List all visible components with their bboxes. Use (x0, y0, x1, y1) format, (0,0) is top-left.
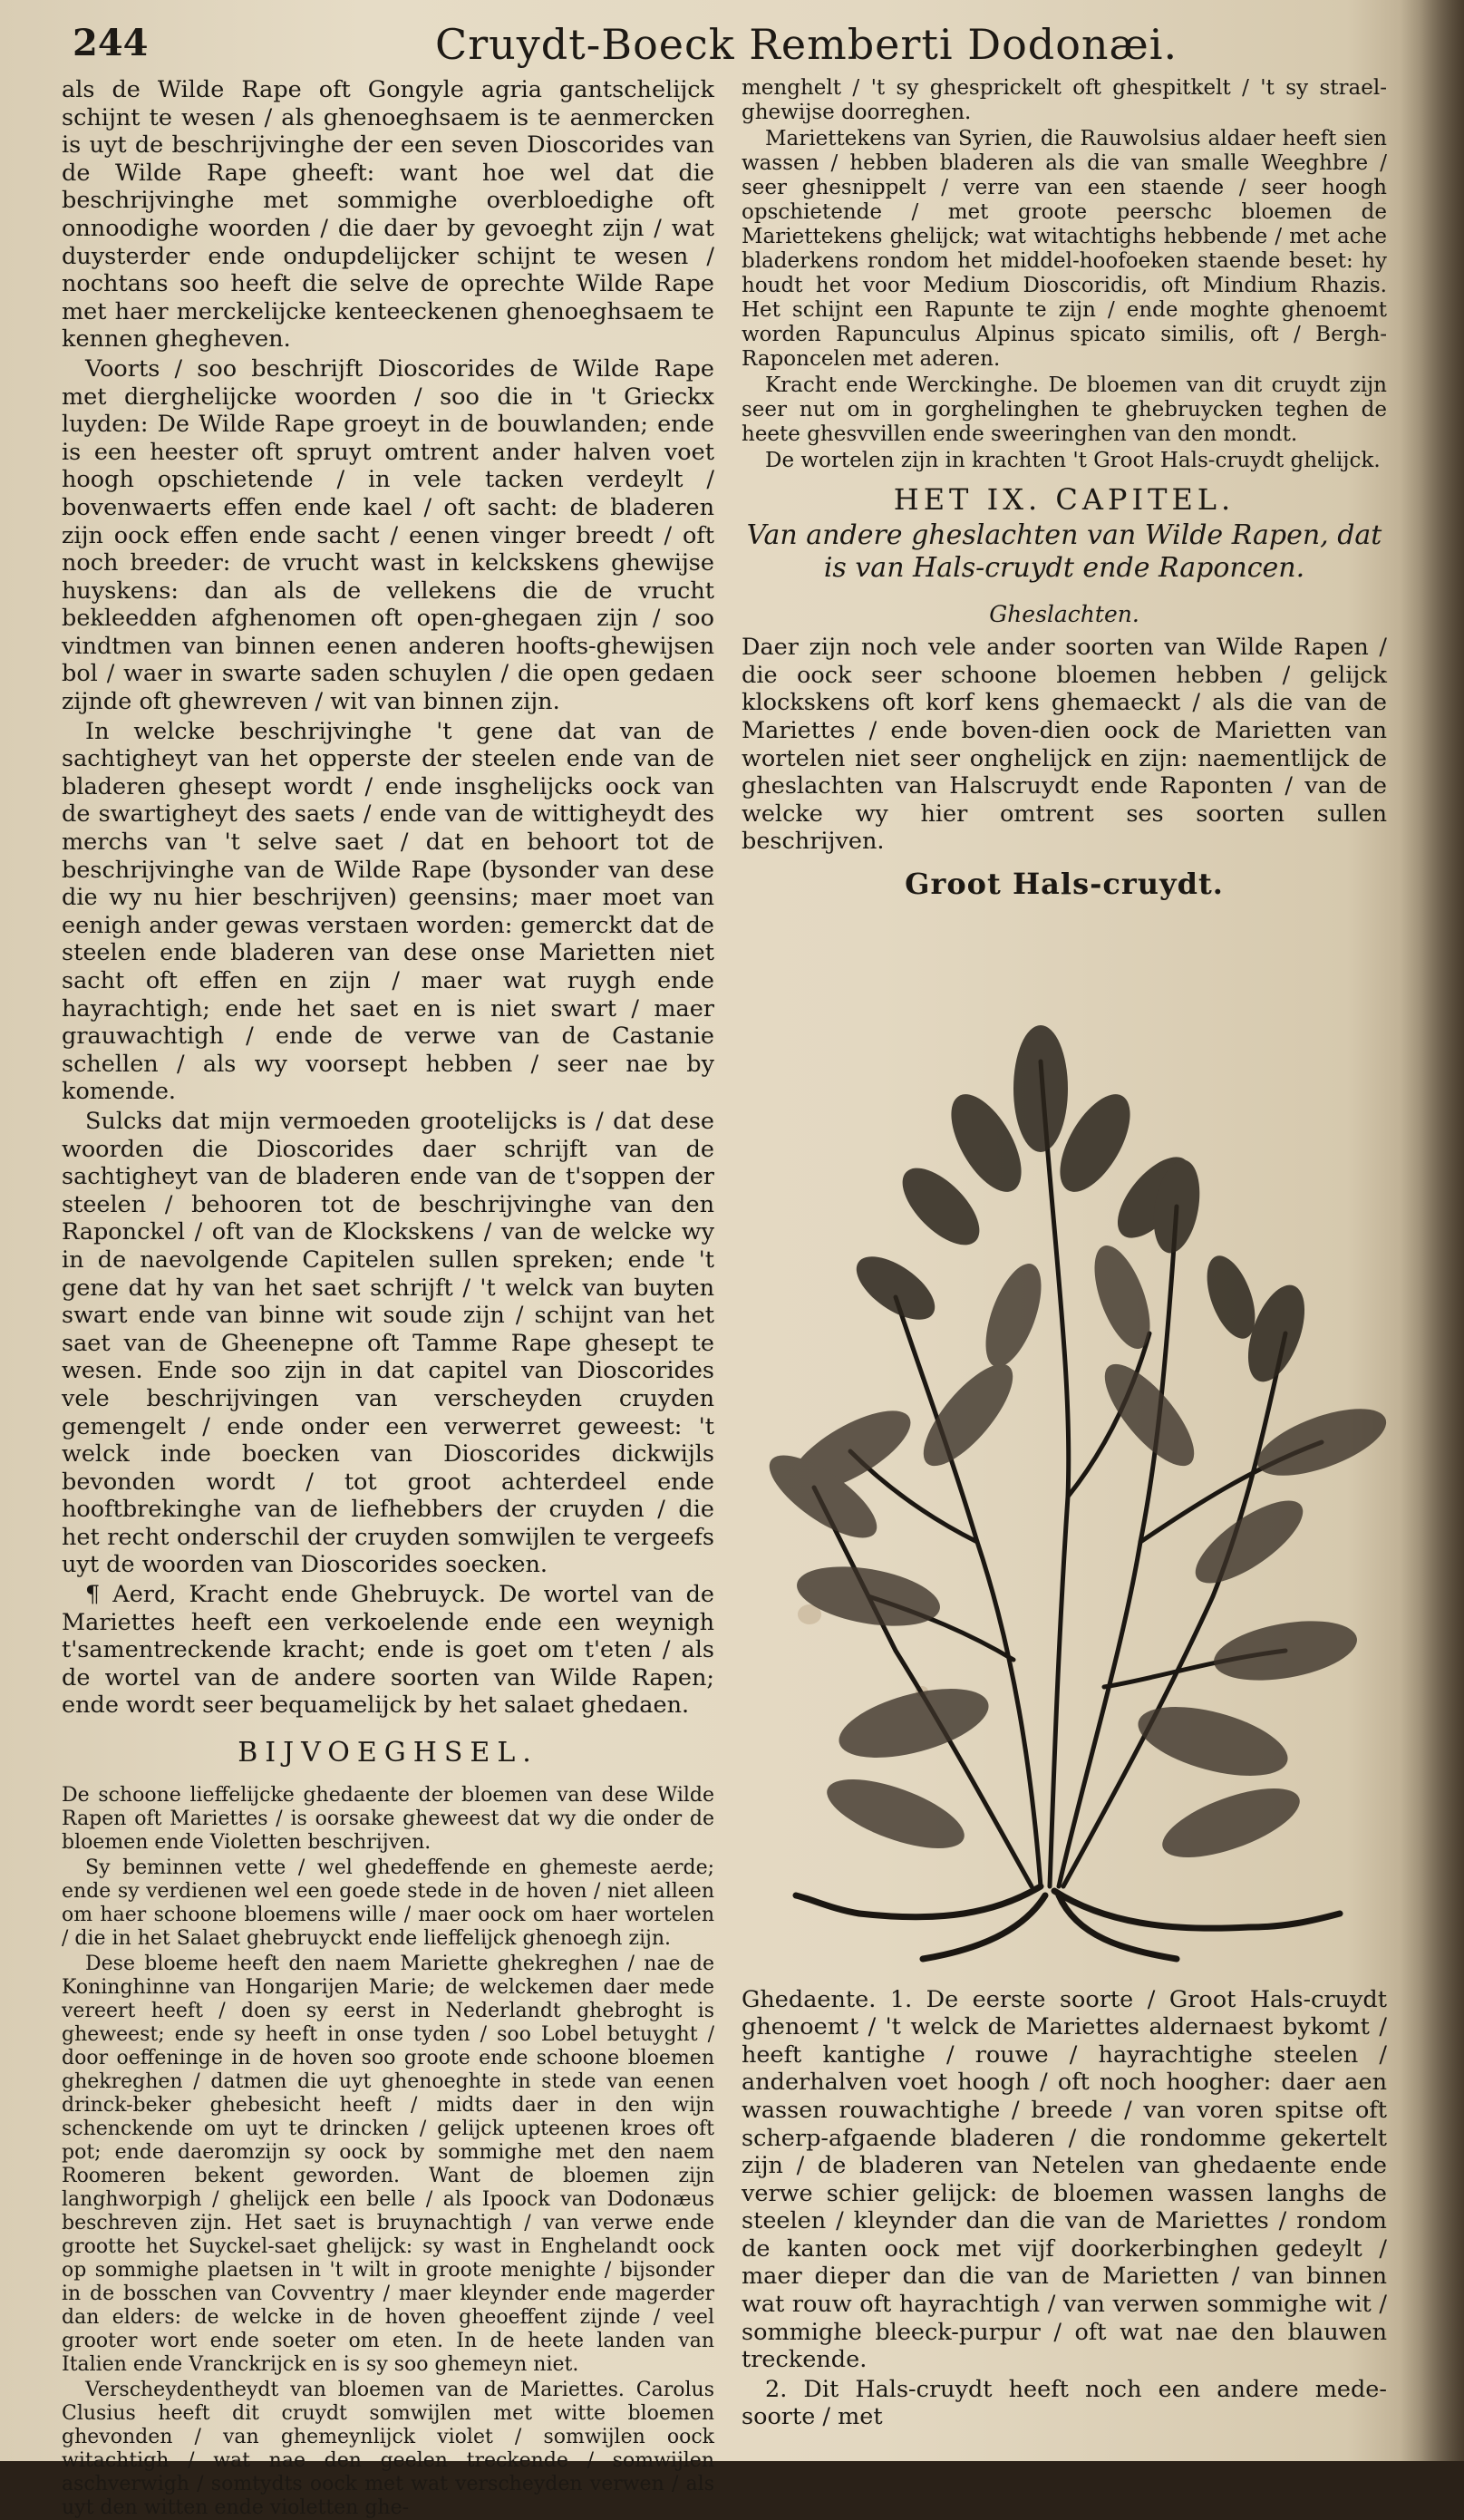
paragraph: Kracht ende Werckinghe. De bloemen van dit cruydt zijn seer nut om in gorghelinghen te ghebruycken teghen de heete ghesvvillen ende sweeringhen van den mondt. (742, 373, 1387, 446)
paragraph: menghelt / 't sy ghesprickelt oft ghespitkelt / 't sy strael-ghewijse doorreghen. (742, 76, 1387, 124)
paragraph: Dese bloeme heeft den naem Mariette ghekreghen / nae de Koninghinne van Hongarijen Marie; de welckemen daer mede vereert heeft / doen sy eerst in Nederlandt ghebroght is gheweest; ende sy heeft in onse tyden / soo Lobel betuyght / door oeffeninge in de hoven soo groote ende schoone bloemen ghekreghen / datmen die uyt ghenoeghte in stede van eenen drinck-beker ghebesicht heeft / midts daer in den wijn schenckende om uyt te drincken / gelijck upteenen kroes oft pot; ende daeromzijn sy oock by sommighe met den naem Roomeren bekent geworden. Want de bloemen zijn langhworpigh / ghelijck een belle / als Ipoock van Dodonæus beschreven zijn. Het saet is bruynachtigh / van verwe ende grootte het Suyckel-saet ghelijck: sy wast in Enghelandt oock op sommighe plaetsen in 't wilt in groote menighte / bijsonder in de bosschen van Covventry / maer kleynder ende magerder dan elders: de welcke in de hoven gheoeffent zijnde / veel grooter wort ende soeter om eten. In de heete landen van Italien ende Vranckrijck en is sy soo ghemeyn niet. (62, 1952, 714, 2376)
right-column (742, 76, 1387, 2433)
paragraph: als de Wilde Rape oft Gongyle agria gantschelijck schijnt te wesen / als ghenoeghsaem is te aenmercken is uyt de beschrijvinghe der een seven Dioscorides van de Wilde Rape gheeft: want hoe wel dat die beschrijvinghe met sommighe overbloedighe oft onnoodighe woorden / die daer by gevoeght zijn / wat duysterder ende ondupdelijcker schijnt te wesen / nochtans soo heeft die selve de oprechte Wilde Rape met haer merckelijcke kenteeckenen ghenoeghsaem te kennen ghegheven. (62, 76, 714, 354)
paragraph: In welcke beschrijvinghe 't gene dat van de sachtigheyt van het opperste der steelen ende van de bladeren ghesept wordt / ende insghelijcks oock van de swartigheyt des saets / ende van de wittigheydt des merchs van 't selve saet / dat en behoort tot de beschrijvinghe van de Wilde Rape (bysonder van dese die wy nu hier beschrijven) geensins; maer moet van eenigh ander gewas verstaen worden: gemerckt dat de steelen ende bladeren van dese onse Marietten niet sacht oft effen en zijn / maer wat ruygh ende hayrachtigh; ende het saet en is niet swart / maer grauwachtigh / ende de verwe van de Castanie schellen / als wy voorsept hebben / seer nae by komende. (62, 717, 714, 1106)
figure-title: Groot Hals-cruydt. (905, 866, 1224, 901)
paragraph: Mariettekens van Syrien, die Rauwolsius aldaer heeft sien wassen / hebben bladeren als die van smalle Weeghbre / seer ghesnippelt / verre van een staende / seer hoogh opschietende / met groote peerschc bloemen de Mariettekens ghelijck; wat witachtighs hebbende / met ache bladerkens rondom het middel-hoofoeken staende beset: hy houdt het voor Medium Dioscoridis, oft Mindium Rhazis. Het schijnt een Rapunte te zijn / ende moghte ghenoemt worden Rapunculus Alpinus spicato similis, oft / Bergh-Raponcelen met aderen. (742, 127, 1387, 371)
plant-woodcut-illustration (742, 907, 1387, 1977)
paragraph: Sulcks dat mijn vermoeden grootelijcks is / dat dese woorden die Dioscorides daer schrijft van de sachtigheyt van de bladeren ende van de t'soppen der steelen / behooren tot de beschrijvinghe van den Raponckel / oft van de Klockskens / van de welcke wy in de naevolgende Capitelen sullen spreken; ende 't gene dat hy van het saet schrijft / 't welck van buyten swart ende van binne wit soude zijn / schijnt van het saet van de Gheenepne oft Tamme Rape ghesept te wesen. Ende soo zijn in dat capitel van Dioscorides vele beschrijvingen van verscheyden cruyden gemengelt / ende onder een verwerret geweest: 't welck inde boecken van Dioscorides dickwijls bevonden wordt / tot groot achterdeel ende hooftbrekinghe van de liefhebbers der cruyden / die het recht onderschil der cruyden somwijlen te vergeefs uyt de woorden van Dioscorides soecken. (62, 1107, 714, 1579)
paragraph: Voorts / soo beschrijft Dioscorides de Wilde Rape met dierghelijcke woorden / soo die in 't Grieckx luyden: De Wilde Rape groeyt in de bouwlanden; ende is een heester oft spruyt omtrent ander halven voet hoogh opschietende / in vele tacken verdeylt / bovenwaerts effen ende kael / oft sacht: de bladeren zijn oock effen ende sacht / eenen vinger breedt / oft noch breeder: de vrucht wast in kelckskens ghewijse huyskens: dan als de vellekens die de vrucht bekleedden afghenomen oft open-ghegaen zijn / soo vindtmen van binnen eenen anderen hoofts-ghewijsen bol / waer in swarte saden schuylen / die open gedaen zijnde oft ghewreven / wit van binnen zijn. (62, 354, 714, 716)
plant-woodcut-svg (742, 907, 1387, 1977)
chapter-subtitle: Van andere gheslachten van Wilde Rapen, dat is van Hals-cruydt ende Raponcen. (746, 519, 1382, 584)
page-number: 244 (73, 22, 149, 64)
paragraph: ¶ Aerd, Kracht ende Ghebruyck. De wortel van de Mariettes heeft een verkoelende ende een weynigh t'samentreckende kracht; ende is goet om t'eten / als de wortel van de andere soorten van Wilde Rapen; ende wordt seer bequamelijck by het salaet ghedaen. (62, 1581, 714, 1720)
paragraph: Ghedaente. 1. De eerste soorte / Groot Hals-cruydt ghenoemt / 't welck de Mariettes aldernaest bykomt / heeft kantighe / rouwe / hayrachtighe steelen / anderhalven voet hoogh / oft noch hoogher: daer aen wassen rouwachtighe / breede / van voren spitse oft scherp-afgaende bladeren / die rondomme gekertelt zijn / de bladeren van Netelen van ghedaente ende verwe schier gelijck: de bloemen wassen langhs de steelen / kleynder dan die van de Mariettes / rondom de kanten oock met vijf doorkerbinghen gedeylt / maer dieper dan die van de Marietten / van binnen wat rouw oft hayrachtigh / van verwen sommighe wit / sommighe bleeck-purpur / oft wat nae den blauwen treckende. (742, 1985, 1387, 2374)
paragraph: De schoone lieffelijcke ghedaente der bloemen van dese Wilde Rapen oft Mariettes / is oorsake gheweest dat wy die onder de bloemen ende Violetten beschrijven. (62, 1783, 714, 1854)
bijvoeghsel-text (62, 1784, 714, 2520)
left-column (62, 76, 714, 2519)
paragraph: De wortelen zijn in krachten 't Groot Hals-cruydt ghelijck. (765, 449, 1381, 472)
paragraph: Verscheydentheydt van bloemen van de Mariettes. Carolus Clusius heeft dit cruydt somwijlen met witte bloemen ghevonden / van ghemeynlijck violet / somwijlen oock witachtigh / wat nae den geelen treckende / somwijlen aschverwigh / somtydts oock met wat verscheyden verwen / als uyt den witten ende violetten ghe- (62, 2378, 714, 2519)
chapter-heading: HET IX. CAPITEL. (893, 482, 1236, 517)
paragraph: 2. Dit Hals-cruydt heeft noch een andere mede-soorte / met (742, 2375, 1387, 2431)
subheading: Gheslachten. (989, 600, 1139, 627)
section-heading: BIJVOEGHSEL. (238, 1737, 538, 1769)
notes-block (742, 76, 1387, 473)
running-title: Cruydt-Boeck Remberti Dodonæi. (435, 20, 1178, 69)
page-edge-shadow (1401, 0, 1464, 2461)
page-header (73, 16, 1410, 71)
paragraph: Daer zijn noch vele ander soorten van Wilde Rapen / die oock seer schoone bloemen hebben / gelijck klockskens oft korf kens ghemaeckt / als die van de Mariettes / ende boven-dien oock de Marietten van wortelen niet seer onghelijck en zijn: naementlijck de gheslachten van Halscruydt ende Raponten / van de welcke wy hier omtrent ses soorten sullen beschrijven. (742, 634, 1387, 856)
paragraph: Sy beminnen vette / wel ghedeffende en ghemeste aerde; ende sy verdienen wel een goede stede in de hoven / niet alleen om haer schoone bloemens wille / maer oock om haer wortelen / die in het Salaet ghebruyckt ende lieffelijck ghenoegh zijn. (62, 1856, 714, 1950)
